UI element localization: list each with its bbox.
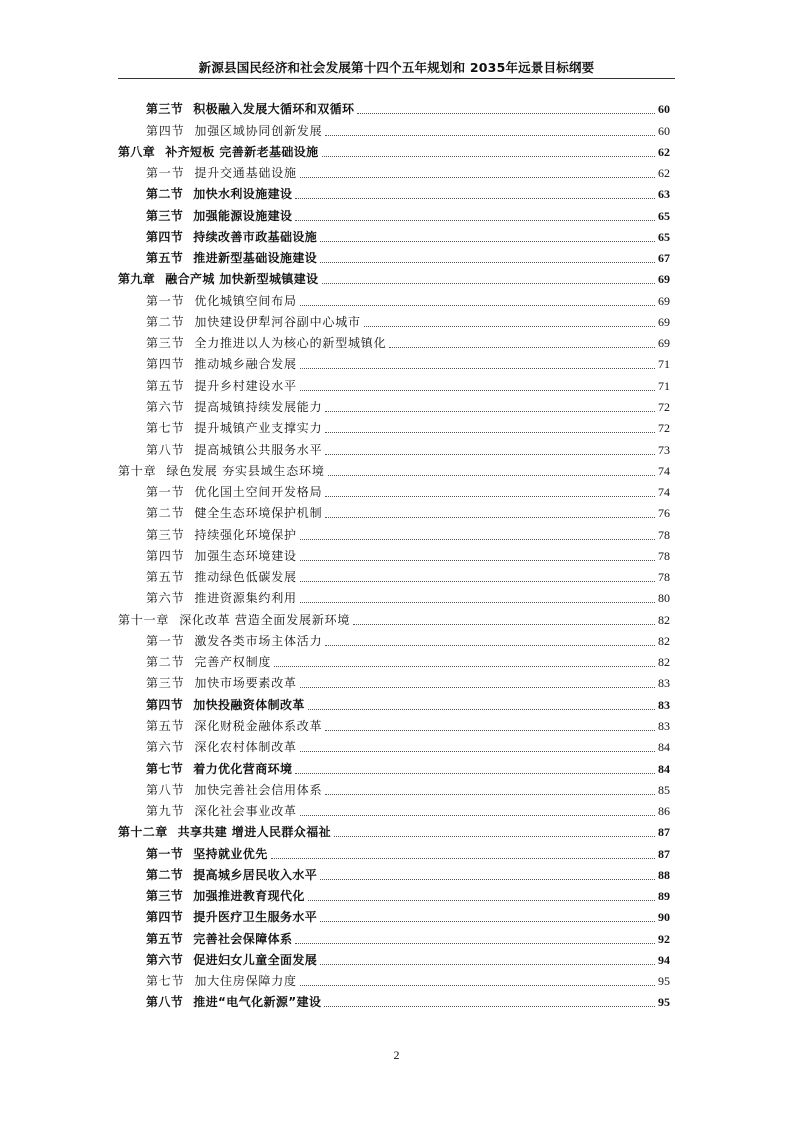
toc-entry-page: 95 [658,974,670,989]
toc-dot-leader [325,794,655,795]
toc-entry-page: 69 [658,293,670,308]
toc-entry-number: 第八章 [118,144,156,159]
toc-dot-leader [325,411,655,412]
toc-dot-leader [320,879,655,880]
toc-entry-label [146,995,321,1010]
toc-dot-leader [334,836,655,837]
toc-dot-leader [295,943,655,944]
toc-section-entry[interactable] [118,181,670,202]
page-number: 2 [393,1048,400,1062]
toc-entry-title: 推动城乡融合发展 [194,357,297,372]
toc-entry-title: 加强能源设施建设 [193,208,293,223]
toc-entry-title: 推进“电气化新源”建设 [193,995,322,1010]
toc-chapter-entry[interactable] [118,266,670,287]
toc-entry-number: 第五节 [146,251,184,266]
toc-entry-title: 提升乡村建设水平 [194,378,297,393]
toc-section-entry[interactable] [118,798,670,819]
toc-entry-label [146,549,297,564]
toc-entry-page: 71 [658,378,670,393]
toc-section-entry[interactable] [118,734,670,755]
toc-entry-label [146,400,322,415]
toc-entry-page: 60 [658,123,670,138]
toc-section-entry[interactable] [118,521,670,542]
toc-entry-label [146,294,297,309]
toc-entry-number: 第一节 [146,633,185,648]
toc-entry-label [146,315,361,330]
toc-entry-title: 优化城镇空间布局 [194,293,297,308]
toc-chapter-entry[interactable] [118,139,670,160]
toc-section-entry[interactable] [118,755,670,776]
toc-entry-page: 78 [658,570,670,585]
toc-dot-leader [353,624,655,625]
toc-dot-leader [325,730,655,731]
toc-entry-title: 补齐短板 完善新老基础设施 [165,144,319,159]
toc-section-entry[interactable] [118,160,670,181]
toc-entry-number: 第十二章 [118,825,168,840]
toc-entry-title: 全力推进以人为核心的新型城镇化 [194,336,387,351]
toc-section-entry[interactable] [118,947,670,968]
toc-entry-title: 提升医疗卫生服务水平 [193,910,318,925]
toc-section-entry[interactable] [118,628,670,649]
toc-entry-page: 76 [658,506,670,521]
toc-entry-label [146,421,322,436]
toc-entry-page: 86 [658,804,670,819]
toc-section-entry[interactable] [118,564,670,585]
toc-section-entry[interactable] [118,394,670,415]
toc-dot-leader [300,368,655,369]
toc-entry-page: 72 [658,421,670,436]
toc-entry-title: 提高城乡居民收入水平 [193,867,318,882]
toc-entry-label [146,932,292,947]
toc-entry-label [146,804,297,819]
running-header: 新源县国民经济和社会发展第十四个五年规划和 2035年远景目标纲要 [198,60,595,75]
toc-entry-title: 坚持就业优先 [193,846,268,861]
table-of-contents [118,96,670,1010]
toc-entry-number: 第三节 [146,336,185,351]
toc-entry-number: 第八节 [146,782,185,797]
toc-entry-label [146,528,297,543]
toc-dot-leader [357,113,655,114]
toc-entry-page: 92 [658,931,670,946]
toc-entry-page: 84 [658,740,670,755]
toc-section-entry[interactable] [118,500,670,521]
toc-dot-leader [300,985,655,986]
toc-entry-page: 62 [658,144,670,159]
toc-dot-leader [389,347,655,348]
toc-entry-label [146,953,317,968]
toc-entry-label [146,868,317,883]
toc-entry-number: 第二节 [146,314,185,329]
toc-chapter-entry[interactable] [118,606,670,627]
toc-entry-label [146,634,322,649]
toc-entry-label [146,719,322,734]
toc-entry-number: 第五节 [146,378,185,393]
toc-entry-number: 第十一章 [118,612,170,627]
toc-entry-page: 69 [658,314,670,329]
toc-section-entry[interactable] [118,925,670,946]
toc-entry-title: 融合产城 加快新型城镇建设 [165,272,319,287]
toc-entry-label [146,847,268,862]
toc-entry-number: 第五节 [146,570,185,585]
toc-section-entry[interactable] [118,968,670,989]
toc-entry-number: 第七节 [146,761,184,776]
toc-section-entry[interactable] [118,202,670,223]
toc-entry-page: 94 [658,952,670,967]
toc-entry-title: 持续强化环境保护 [194,527,297,542]
toc-dot-leader [325,496,655,497]
toc-entry-title: 加强推进教育现代化 [193,889,305,904]
toc-entry-title: 积极融入发展大循环和双循环 [193,102,355,117]
toc-section-entry[interactable] [118,117,670,138]
toc-entry-label [118,272,319,287]
toc-entry-page: 85 [658,782,670,797]
toc-entry-label [146,230,317,245]
toc-dot-leader [295,220,655,221]
toc-dot-leader [320,921,655,922]
toc-entry-number: 第五节 [146,718,185,733]
toc-entry-page: 88 [658,867,670,882]
toc-entry-title: 加快建设伊犁河谷副中心城市 [194,314,361,329]
toc-entry-title: 深化农村体制改革 [194,740,297,755]
toc-entry-title: 完善产权制度 [194,655,272,670]
toc-entry-label [146,655,271,670]
toc-entry-page: 69 [658,272,670,287]
toc-entry-number: 第三节 [146,889,184,904]
toc-entry-number: 第四节 [146,357,185,372]
toc-section-entry[interactable] [118,904,670,925]
header-divider [118,78,675,79]
toc-entry-title: 持续改善市政基础设施 [193,229,318,244]
toc-entry-label [146,740,297,755]
toc-entry-label [118,825,331,840]
toc-section-entry[interactable] [118,351,670,372]
toc-section-entry[interactable] [118,436,670,457]
toc-section-entry[interactable] [118,883,670,904]
toc-section-entry[interactable] [118,713,670,734]
toc-entry-page: 87 [658,846,670,861]
toc-entry-label [118,613,350,628]
toc-dot-leader [325,645,655,646]
toc-entry-page: 90 [658,910,670,925]
toc-entry-number: 第三节 [146,208,184,223]
toc-entry-title: 加强区域协同创新发展 [194,123,323,138]
toc-entry-title: 提高城镇公共服务水平 [194,442,323,457]
toc-entry-page: 78 [658,548,670,563]
toc-section-entry[interactable] [118,309,670,330]
toc-entry-label [146,209,292,224]
toc-entry-title: 提高城镇持续发展能力 [194,399,323,414]
toc-entry-title: 完善社会保障体系 [193,931,293,946]
toc-entry-number: 第四节 [146,697,184,712]
toc-entry-page: 84 [658,761,670,776]
toc-dot-leader [300,581,655,582]
toc-entry-title: 加强生态环境建设 [194,548,297,563]
toc-entry-number: 第六节 [146,591,185,606]
toc-section-entry[interactable] [118,989,670,1010]
toc-entry-title: 加快完善社会信用体系 [194,782,323,797]
toc-entry-number: 第一节 [146,293,185,308]
toc-dot-leader [300,687,655,688]
toc-entry-page: 69 [658,336,670,351]
toc-entry-title: 推进资源集约利用 [194,591,297,606]
toc-entry-page: 82 [658,633,670,648]
toc-entry-label [146,974,297,989]
toc-dot-leader [320,964,655,965]
toc-dot-leader [308,900,655,901]
toc-entry-label [146,166,297,181]
toc-section-entry[interactable] [118,862,670,883]
toc-entry-number: 第六节 [146,952,184,967]
toc-entry-label [146,336,386,351]
toc-entry-title: 深化改革 营造全面发展新环境 [179,612,351,627]
toc-entry-title: 共享共建 增进人民群众福祉 [177,825,331,840]
toc-entry-number: 第六节 [146,740,185,755]
toc-dot-leader [328,475,655,476]
toc-dot-leader [322,156,655,157]
toc-entry-label [118,464,325,479]
toc-entry-label [146,698,305,713]
toc-dot-leader [300,602,655,603]
toc-entry-number: 第九章 [118,272,156,287]
toc-entry-title: 加大住房保障力度 [194,974,297,989]
toc-entry-number: 第二节 [146,655,185,670]
toc-dot-leader [364,326,655,327]
toc-entry-title: 绿色发展 夯实县域生态环境 [166,463,325,478]
toc-dot-leader [300,539,655,540]
toc-section-entry[interactable] [118,670,670,691]
toc-entry-page: 65 [658,208,670,223]
toc-dot-leader [320,262,655,263]
toc-section-entry[interactable] [118,415,670,436]
toc-entry-title: 提升交通基础设施 [194,166,297,181]
toc-entry-label [146,379,297,394]
toc-entry-number: 第一节 [146,166,185,181]
toc-entry-number: 第七节 [146,421,185,436]
toc-dot-leader [322,283,655,284]
toc-section-entry[interactable] [118,691,670,712]
toc-section-entry[interactable] [118,224,670,245]
toc-dot-leader [295,198,655,199]
toc-entry-title: 提升城镇产业支撑实力 [194,421,323,436]
toc-entry-number: 第二节 [146,506,185,521]
toc-dot-leader [325,454,655,455]
toc-entry-number: 第四节 [146,910,184,925]
toc-entry-title: 推进新型基础设施建设 [193,251,318,266]
toc-section-entry[interactable] [118,330,670,351]
toc-entry-label [146,124,322,139]
toc-section-entry[interactable] [118,372,670,393]
toc-entry-page: 74 [658,463,670,478]
toc-entry-title: 健全生态环境保护机制 [194,506,323,521]
toc-entry-page: 83 [658,676,670,691]
toc-entry-number: 第八节 [146,442,185,457]
toc-entry-number: 第三节 [146,102,184,117]
toc-entry-number: 第一节 [146,485,185,500]
toc-entry-label [146,485,322,500]
toc-entry-label [146,762,292,777]
toc-entry-title: 促进妇女儿童全面发展 [193,952,318,967]
toc-entry-number: 第八节 [146,995,184,1010]
toc-entry-label [146,783,322,798]
toc-dot-leader [325,135,655,136]
toc-entry-number: 第一节 [146,846,184,861]
toc-entry-number: 第五节 [146,931,184,946]
toc-section-entry[interactable] [118,777,670,798]
toc-section-entry[interactable] [118,245,670,266]
toc-entry-page: 73 [658,442,670,457]
toc-entry-title: 着力优化营商环境 [193,761,293,776]
toc-entry-title: 加快市场要素改革 [194,676,297,691]
toc-entry-title: 加快水利设施建设 [193,187,293,202]
toc-section-entry[interactable] [118,96,670,117]
toc-entry-title: 加快投融资体制改革 [193,697,305,712]
toc-entry-number: 第七节 [146,974,185,989]
toc-entry-title: 深化社会事业改革 [194,804,297,819]
toc-entry-page: 74 [658,485,670,500]
toc-entry-number: 第四节 [146,548,185,563]
toc-dot-leader [271,858,655,859]
toc-entry-page: 60 [658,102,670,117]
toc-entry-label [146,357,297,372]
toc-entry-number: 第九节 [146,804,185,819]
toc-dot-leader [308,709,655,710]
toc-entry-label [146,187,292,202]
toc-entry-label [146,676,297,691]
toc-entry-title: 深化财税金融体系改革 [194,718,323,733]
toc-entry-label [146,889,305,904]
toc-dot-leader [325,517,655,518]
toc-entry-page: 63 [658,187,670,202]
toc-dot-leader [300,751,655,752]
toc-entry-title: 激发各类市场主体活力 [194,633,323,648]
toc-entry-page: 80 [658,591,670,606]
toc-dot-leader [300,815,655,816]
toc-section-entry[interactable] [118,649,670,670]
toc-entry-page: 89 [658,889,670,904]
toc-entry-page: 83 [658,718,670,733]
toc-dot-leader [300,390,655,391]
toc-entry-page: 62 [658,166,670,181]
toc-section-entry[interactable] [118,543,670,564]
toc-chapter-entry[interactable] [118,819,670,840]
toc-entry-label [146,570,297,585]
toc-dot-leader [295,773,655,774]
toc-entry-number: 第四节 [146,123,185,138]
toc-entry-number: 第二节 [146,187,184,202]
toc-entry-label [146,591,297,606]
toc-entry-label [146,102,354,117]
toc-entry-label [146,251,317,266]
toc-entry-page: 65 [658,229,670,244]
toc-entry-number: 第三节 [146,676,185,691]
toc-chapter-entry[interactable] [118,458,670,479]
toc-entry-number: 第三节 [146,527,185,542]
toc-entry-number: 第十章 [118,463,157,478]
toc-entry-label [146,910,317,925]
toc-entry-label [118,145,319,160]
toc-entry-page: 83 [658,697,670,712]
toc-entry-page: 78 [658,527,670,542]
toc-entry-page: 87 [658,825,670,840]
toc-entry-title: 推动绿色低碳发展 [194,570,297,585]
toc-dot-leader [324,1006,655,1007]
toc-entry-page: 67 [658,251,670,266]
toc-entry-number: 第六节 [146,399,185,414]
toc-dot-leader [320,241,655,242]
toc-section-entry[interactable] [118,840,670,861]
toc-section-entry[interactable] [118,585,670,606]
toc-entry-page: 82 [658,655,670,670]
toc-entry-number: 第二节 [146,867,184,882]
toc-section-entry[interactable] [118,287,670,308]
toc-entry-label [146,506,322,521]
toc-entry-number: 第四节 [146,229,184,244]
toc-dot-leader [300,305,655,306]
toc-entry-page: 71 [658,357,670,372]
toc-dot-leader [274,666,655,667]
toc-dot-leader [325,432,655,433]
toc-dot-leader [300,560,655,561]
toc-entry-title: 优化国土空间开发格局 [194,485,323,500]
toc-section-entry[interactable] [118,479,670,500]
toc-entry-page: 72 [658,399,670,414]
toc-entry-label [146,443,322,458]
toc-dot-leader [300,177,655,178]
toc-entry-page: 95 [658,995,670,1010]
toc-entry-page: 82 [658,612,670,627]
